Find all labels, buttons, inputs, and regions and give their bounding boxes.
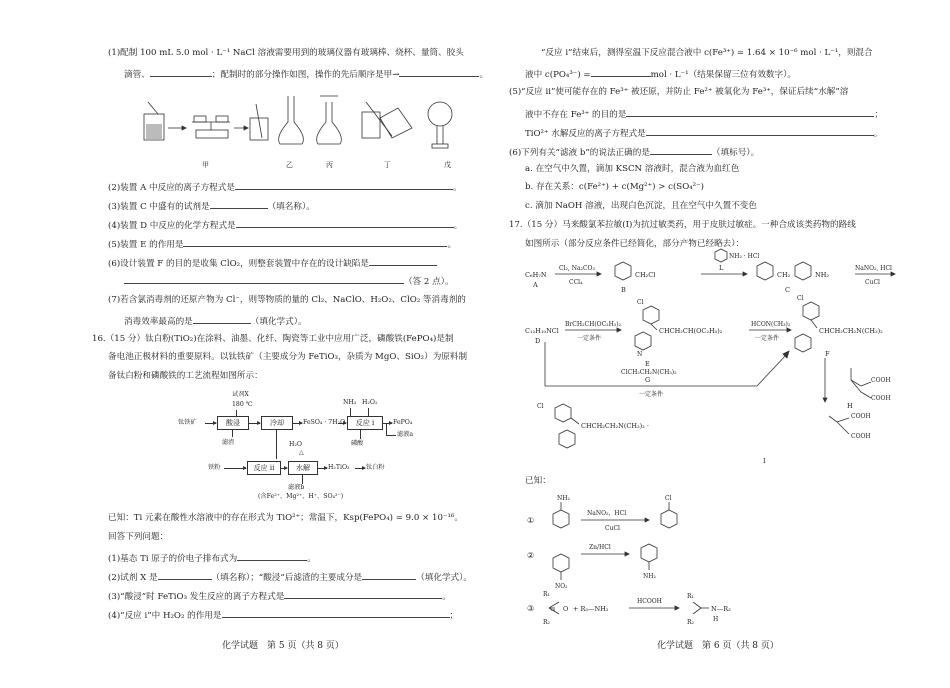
answer-blank[interactable]: [650, 145, 712, 155]
chlorophenyl-ring-icon: [643, 306, 659, 324]
scheme-g-label: G: [645, 376, 651, 384]
q16-5-text: 液中不存在 Fe³⁺ 的目的是: [525, 110, 627, 120]
balance-icon: [196, 130, 228, 138]
scheme-reagent-1-bottom: CCl₄: [569, 279, 583, 286]
q17-stem-2: 如图所示（部分反应条件已经简化，部分产物已经略去）：: [525, 239, 745, 249]
apparatus-label: 丁: [384, 161, 391, 169]
flow-fepo4: FePO₄: [393, 419, 413, 426]
answer-blank[interactable]: [237, 551, 307, 561]
pyridine-ring-icon: [615, 262, 631, 280]
flow-ferrous: FeSO₄ · 7H₂O: [303, 419, 346, 426]
answer-blank[interactable]: [150, 67, 212, 77]
apparatus-label: 丙: [326, 161, 333, 169]
answer-blank[interactable]: [193, 314, 251, 324]
flow-box-reaction-ii: 反应 ii: [247, 461, 281, 475]
known-r3-r1: R₁: [687, 593, 694, 600]
scheme-c-ch2: CH₂: [777, 271, 791, 279]
q15-5-text: (5)装置 E 的作用是: [108, 240, 184, 250]
q15-7-text-b: （填化学式）。: [250, 317, 307, 327]
known-r3-r1: R₁: [543, 591, 550, 598]
scheme-d-label: D: [535, 337, 541, 345]
known-label: 已知：: [525, 476, 551, 486]
answer-blank[interactable]: [362, 570, 416, 580]
q15-1-text-a: 滴管、: [124, 70, 150, 80]
q16-4-cont-2: [525, 67, 796, 81]
flask-icon: [279, 122, 304, 144]
q16-6-text-b: （填标号）。: [711, 148, 760, 158]
q16-2-text: (2)试剂 X 是: [108, 573, 158, 583]
known-reactions: [525, 488, 825, 628]
known-r3-plus: + R₃—NH₂: [573, 605, 609, 613]
q16-1: (1)基态 Ti 原子的价电子排布式为 。: [108, 551, 316, 565]
q15-6: [108, 256, 437, 270]
q16-2: [108, 570, 472, 584]
scheme-a-label: A: [533, 281, 538, 289]
scheme-e-chain: CHCH₂CH(OC₂H₅)₂: [659, 327, 723, 335]
answer-blank[interactable]: [222, 608, 450, 618]
answer-blank[interactable]: [236, 218, 454, 228]
apparatus-label: 甲: [202, 161, 209, 169]
flow-h2o2: H₂O₂: [362, 399, 378, 406]
scheme-cl: Cl: [797, 295, 804, 302]
flow-tio2: 钛白粉: [366, 464, 385, 471]
flow-box-hydrolysis: 水解: [288, 461, 318, 475]
scheme-diazo-bottom: CuCl: [865, 279, 880, 286]
q16-2-text-b: （填名称）；“酸浸”后滤渣的主要成分是: [211, 573, 363, 583]
flow-ore: 钛铁矿: [178, 419, 197, 426]
scheme-cond: 一定条件: [577, 335, 602, 342]
answer-blank[interactable]: [284, 589, 442, 599]
scheme-i-chain: CHCH₂CH₂N(CH₃)₂ ·: [581, 422, 649, 430]
q15-4: (4)装置 D 中反应的化学方程式是 。: [108, 218, 462, 232]
q15-7-line1: (7)若含氯消毒剂的还原产物为 Cl⁻，则等物质的量的 Cl₂、NaClO、H₂O₂、ClO₂ 等消毒剂的: [108, 295, 466, 305]
scheme-i-label: I: [763, 457, 766, 465]
scheme-aniline-hcl: NH₂ · HCl: [729, 253, 760, 260]
scheme-f-label: F: [825, 350, 830, 358]
scheme-cond: 一定条件: [639, 391, 664, 398]
flow-h2tio3: H₂TiO₃: [328, 464, 350, 471]
q16-1-text: (1)基态 Ti 原子的价电子排布式为: [108, 554, 238, 564]
answer-blank[interactable]: [235, 180, 453, 190]
known-r3-h: H: [713, 616, 719, 623]
known-r3-r2: R₂: [543, 619, 550, 626]
q16-6: [509, 145, 759, 159]
known-r1-top: NaNO₂，HCl: [587, 510, 627, 517]
q16-4-cont-text-b: mol · L⁻¹（结果保留三位有效数字）。: [650, 70, 796, 80]
scheme-a-formula: C₆H₇N: [525, 271, 547, 279]
answer-blank[interactable]: [626, 107, 874, 117]
q15-1-text-b: ；配制时的部分操作如图，操作的先后顺序是甲→: [211, 70, 400, 80]
answer-blank[interactable]: [646, 126, 874, 136]
known-r1-num: ①: [527, 516, 535, 525]
option-a: a. 在空气中久置，滴加 KSCN 溶液时，混合液为血红色: [525, 164, 740, 174]
answer-blank[interactable]: [124, 274, 404, 284]
scheme-cond: 一定条件: [755, 335, 780, 342]
q16-3-text: (3)“酸浸”时 FeTiO₃ 发生反应的离子方程式是: [108, 592, 285, 602]
scheme-cl: Cl: [637, 299, 644, 306]
page-footer: 化学试题 第 5 页（共 8 页）: [222, 641, 344, 651]
scheme-c-nh2: NH₂: [815, 271, 829, 279]
q15-3-text-b: （填名称）。: [267, 202, 315, 212]
q16-4: (4)“反应 i”中 H₂O₂ 的作用是 ；: [108, 608, 458, 622]
scheme-d-formula: C₁₂H₁₀NCl: [525, 327, 559, 335]
scheme-l-label: L: [719, 264, 724, 272]
scheme-reagent-1-top: Cl₂, Na₂CO₃: [559, 265, 595, 272]
flow-reagent-x: 试剂X: [232, 391, 249, 398]
flow-box-acid-leach: 酸浸: [217, 416, 249, 430]
q16-5-line2: 液中不存在 Fe³⁺ 的目的是 ；: [525, 107, 883, 121]
flow-residue: 滤渣: [222, 439, 235, 446]
scheme-hcon-reagent: HCON(CH₃)₂: [751, 321, 791, 328]
flow-iron-powder: 铁粉: [208, 464, 221, 471]
known-r2-no2: NO₂: [555, 583, 568, 590]
scheme-cooh: COOH: [871, 395, 891, 402]
q15-5: (5)装置 E 的作用是 。: [108, 237, 456, 251]
q16-5-line1: (5)“反应 ii”使可能存在的 Fe³⁺ 被还原，并防止 Fe²⁺ 被氧化为 Fe³⁺，保证后续“水解”溶: [509, 87, 849, 97]
known-r3-product: N—R₃: [711, 605, 731, 613]
known-r3-num: ③: [527, 604, 535, 613]
answer-blank[interactable]: [183, 237, 447, 247]
known-r1-bottom: CuCl: [605, 525, 620, 532]
apparatus-figure: [130, 92, 470, 170]
scheme-diazo-top: NaNO₂, HCl: [855, 265, 892, 272]
benzene-ring-icon: [553, 510, 569, 528]
flow-filtrate-b-ions: (含Fe²⁺、Mg²⁺、H⁺、SO₄²⁻): [258, 493, 344, 500]
flow-h2o: H₂O: [289, 441, 302, 448]
q16-5-line3: TiO²⁺ 水解反应的离子方程式是 。: [525, 126, 882, 140]
q16-stem-3: 备钛白粉和磷酸铁的工艺流程如图所示：: [108, 371, 263, 381]
q15-1-line1: (1)配制 100 mL 5.0 mol · L⁻¹ NaCl 溶液需要用到的玻璃仪器有玻璃棒、烧杯、量筒、胶头: [108, 48, 464, 58]
q16-2-text-c: （填化学式）。: [416, 573, 472, 583]
q15-3: [108, 199, 315, 213]
answer-blank[interactable]: [158, 570, 212, 580]
q16-5-text-b: TiO²⁺ 水解反应的离子方程式是: [525, 129, 646, 139]
known-r1-cl: Cl: [665, 495, 672, 502]
q16-stem-2: 备电池正极材料的重要原料。以钛铁矿（主要成分为 FeTiO₃，杂质为 MgO、SiO₂）为原料制: [108, 352, 468, 362]
q15-7-line2: [124, 314, 307, 328]
flow-box-reaction-i: 反应 i: [347, 416, 383, 430]
known-r3-r2: R₂: [687, 619, 694, 626]
q16-4-cont-text: 液中 c(PO₄³⁻) =: [525, 70, 591, 80]
q16-4-text: (4)“反应 i”中 H₂O₂ 的作用是: [108, 611, 222, 621]
q16-prompt: 回答下列问题：: [108, 532, 169, 542]
scheme-b-label: B: [621, 286, 626, 294]
flow-nh3: NH₃: [343, 399, 357, 406]
scheme-acetal-reagent: BrCH₂CH(OC₂H₅)₂: [565, 321, 621, 328]
flow-box-cool: 冷却: [261, 416, 293, 430]
q16-4-cont-1: “反应 i”结束后，测得室温下反应混合液中 c(Fe³⁺) = 1.64 × 10⁻⁶ mol · L⁻¹，则混合: [541, 48, 873, 58]
known-r3-reagent: HCOOH: [637, 598, 662, 605]
known-r3-o: O: [563, 605, 569, 613]
option-c: c. 滴加 NaOH 溶液，出现白色沉淀，且在空气中久置不变色: [525, 201, 757, 211]
answer-blank[interactable]: [210, 199, 268, 209]
scheme-b-group: CH₂Cl: [635, 271, 656, 279]
scheme-cooh: COOH: [851, 413, 871, 420]
synthesis-scheme: [525, 253, 925, 473]
q16-known: 已知：Ti 元素在酸性水溶液中的存在形式为 TiO²⁺；常温下，Ksp(FePO₄) = 9.0 × 10⁻¹⁶。: [108, 513, 463, 523]
known-r2-top: Zn/HCl: [589, 544, 611, 551]
q15-4-text: (4)装置 D 中反应的化学方程式是: [108, 221, 236, 231]
flow-heat: △: [299, 449, 304, 456]
scheme-f-chain: CHCH₂CH₂N(CH₃)₂: [819, 327, 883, 335]
answer-blank[interactable]: [369, 256, 437, 266]
right-page: [475, 0, 950, 688]
flow-phosphoric: 磷酸: [351, 440, 364, 447]
scheme-h-label: H: [847, 402, 853, 410]
scheme-e-label: E: [645, 360, 650, 368]
scheme-c-label: C: [785, 286, 790, 294]
apparatus-label: 乙: [286, 161, 293, 169]
page-footer: 化学试题 第 6 页（共 8 页）: [657, 641, 779, 651]
known-r2-num: ②: [527, 551, 535, 560]
q15-6-text-b: （答 2 点）。: [404, 277, 454, 287]
q15-2-text: (2)装置 A 中反应的离子方程式是: [108, 183, 235, 193]
q15-3-text: (3)装置 C 中盛有的试剂是: [108, 202, 210, 212]
answer-blank[interactable]: [399, 67, 479, 77]
flow-temp: 180 ℃: [232, 401, 253, 408]
q15-7-text: 消毒效率最高的是: [124, 317, 193, 327]
q16-3: (3)“酸浸”时 FeTiO₃ 发生反应的离子方程式是 。: [108, 589, 451, 603]
flow-filtrate-a: 滤液a: [397, 431, 414, 438]
q15-6-text: (6)设计装置 F 的目的是收集 ClO₂，则整套装置中存在的设计缺陷是: [108, 259, 369, 269]
q15-1-line2: 滴管、 ；配制时的部分操作如图，操作的先后顺序是甲→ 。: [124, 67, 488, 81]
q16-stem-1: 16.（15 分）钛白粉(TiO₂)在涂料、油墨、化纤、陶瓷等工业中应用广泛，磷酸铁(FePO₄)是制: [92, 334, 454, 344]
scheme-n: N: [637, 351, 643, 358]
scheme-cooh: COOH: [871, 377, 891, 384]
q15-2: (2)装置 A 中反应的离子方程式是 。: [108, 180, 462, 194]
option-b: b. 存在关系：c(Fe²⁺) + c(Mg²⁺) > c(SO₄²⁻): [525, 182, 705, 192]
scheme-cl: Cl: [537, 403, 544, 410]
q17-stem-1: 17.（15 分）马来酸氯苯拉敏(I)为抗过敏类药，用于皮肤过敏症。一种合成该类药物的路线: [509, 220, 856, 230]
apparatus-label: 戊: [444, 161, 451, 169]
known-r1-nh2: NH₂: [557, 495, 570, 502]
flow-filtrate-b: 滤液b: [288, 484, 305, 491]
known-r2-nh2: NH₂: [643, 573, 656, 580]
answer-blank[interactable]: [591, 67, 651, 77]
q16-6-text: (6)下列有关“滤液 b”的说法正确的是: [509, 148, 650, 158]
scheme-cooh: COOH: [851, 433, 871, 440]
scheme-g-reagent: ClCH₂CH₂N(CH₃)₂: [621, 369, 677, 376]
q15-6-line2: [124, 274, 454, 288]
